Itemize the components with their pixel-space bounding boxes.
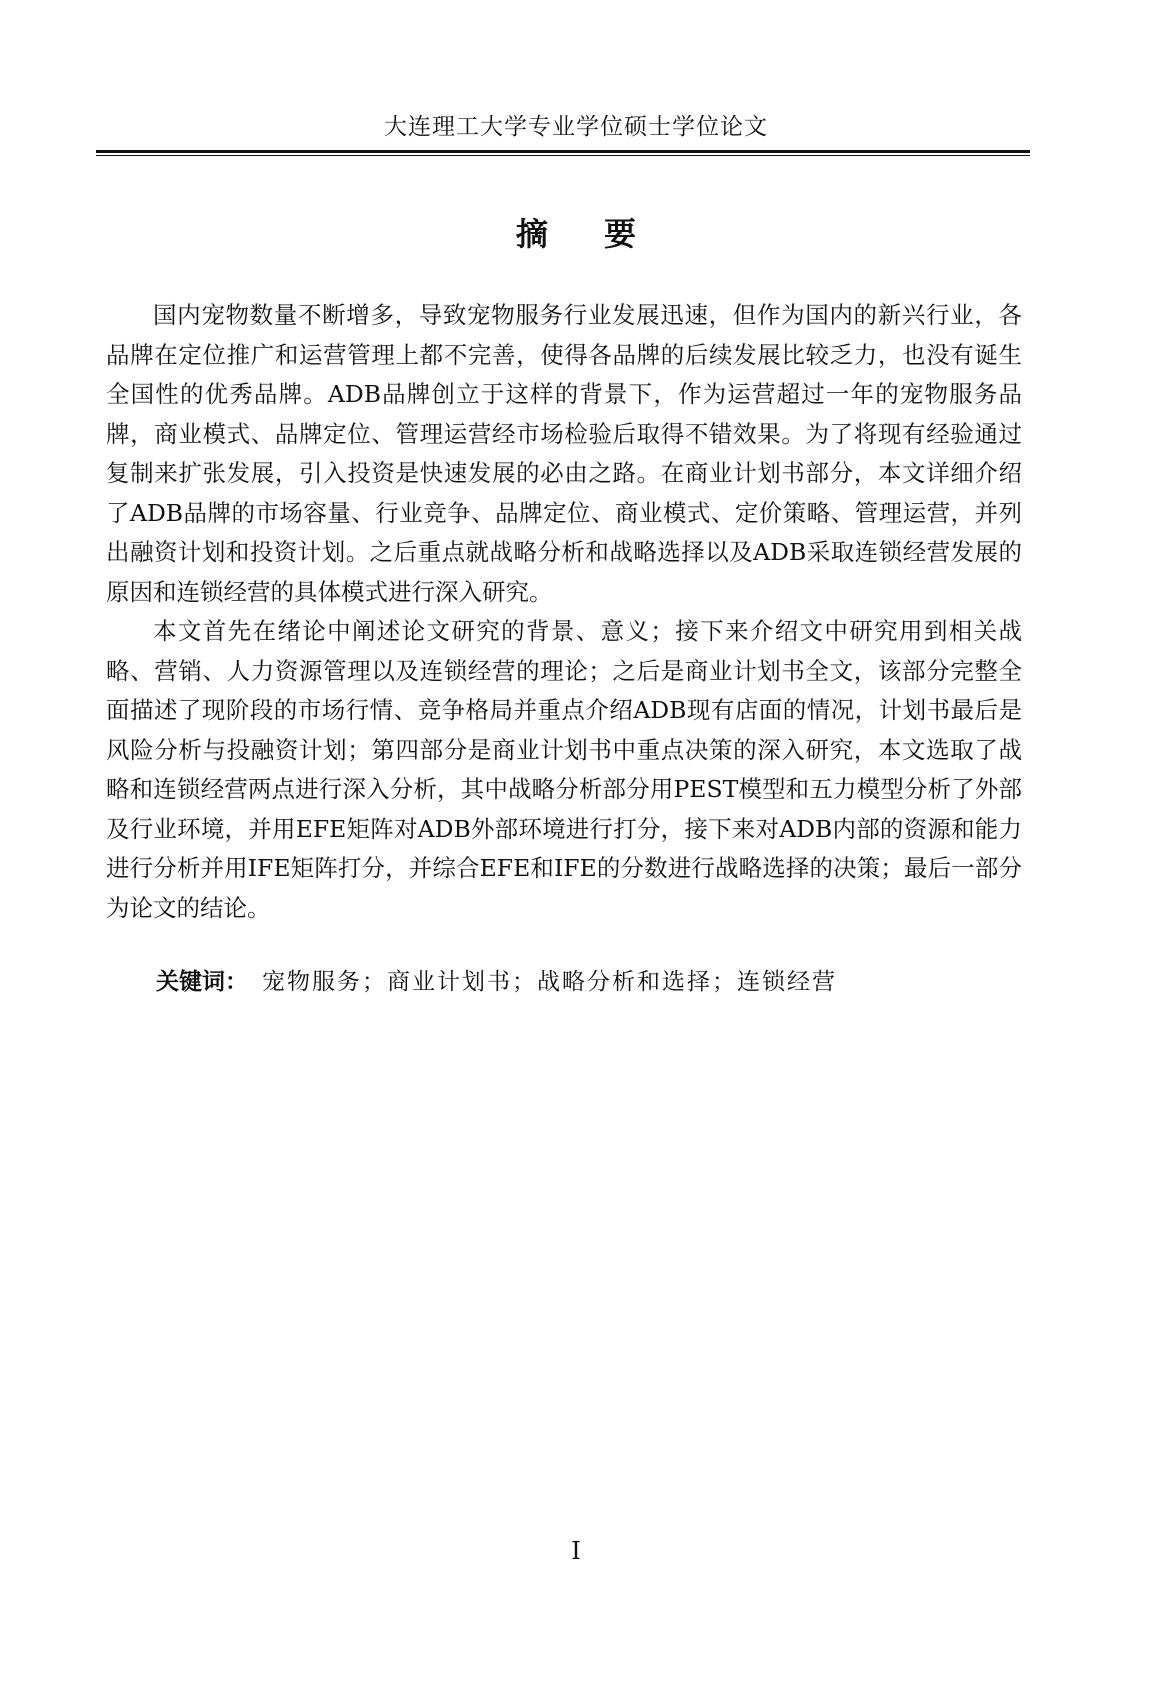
keywords-label: 关键词： <box>156 969 248 995</box>
header-rule <box>96 150 1030 153</box>
keywords-line <box>156 966 1036 998</box>
abstract-body <box>106 296 1022 928</box>
page-number: I <box>571 1537 581 1565</box>
abstract-paragraph-2: 本文首先在绪论中阐述论文研究的背景、意义；接下来介绍文中研究用到相关战略、营销、人力资源管理以及连锁经营的理论；之后是商业计划书全文，该部分完整全面描述了现阶段的市场行情、竞争格局并重点介绍ADB现有店面的情况，计划书最后是风险分析与投融资计划；第四部分是商业计划书中重点决策的深入研究，本文选取了战略和连锁经营两点进行深入分析，其中战略分析部分用PEST模型和五力模型分析了外部及行业环境，并用EFE矩阵对ADB外部环境进行打分，接下来对ADB内部的资源和能力进行分析并用IFE矩阵打分，并综合EFE和IFE的分数进行战略选择的决策；最后一部分为论文的结论。 <box>106 617 1022 922</box>
running-header: 大连理工大学专业学位硕士学位论文 <box>384 114 768 140</box>
header-rule-thin <box>96 155 1030 156</box>
abstract-paragraph-1: 国内宠物数量不断增多，导致宠物服务行业发展迅速，但作为国内的新兴行业，各品牌在定位推广和运营管理上都不完善，使得各品牌的后续发展比较乏力，也没有诞生全国性的优秀品牌。ADB品牌创立于这样的背景下，作为运营超过一年的宠物服务品牌，商业模式、品牌定位、管理运营经市场检验后取得不错效果。为了将现有经验通过复制来扩张发展，引入投资是快速发展的必由之路。在商业计划书部分，本文详细介绍了ADB品牌的市场容量、行业竞争、品牌定位、商业模式、定价策略、管理运营，并列出融资计划和投资计划。之后重点就战略分析和战略选择以及ADB采取连锁经营发展的原因和连锁经营的具体模式进行深入研究。 <box>106 301 1022 606</box>
keywords-list: 宠物服务；商业计划书；战略分析和选择；连锁经营 <box>262 969 837 995</box>
abstract-title: 摘要 <box>515 215 692 253</box>
